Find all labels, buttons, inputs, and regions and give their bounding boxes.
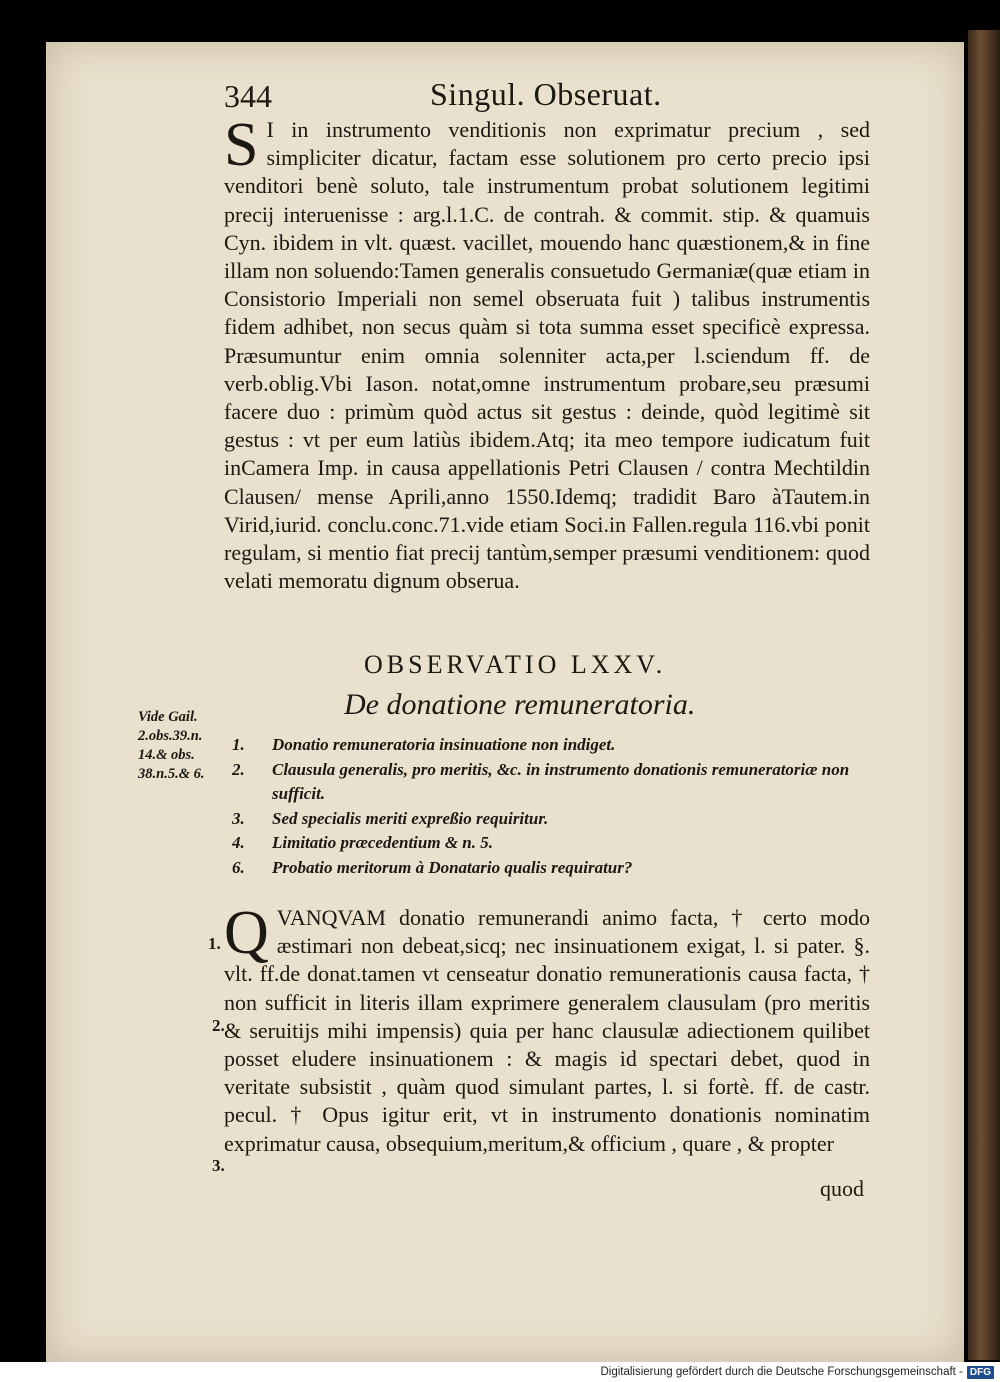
summary-item: 3. Sed specialis meriti expreßio requiritur. bbox=[232, 808, 549, 828]
footer-bar bbox=[0, 1362, 1000, 1382]
catchword: quod bbox=[820, 1176, 864, 1201]
dropcap-s: S bbox=[224, 111, 259, 179]
margin-note: Vide Gail. 2.obs.39.n. 14.& obs. 38.n.5.& 6. bbox=[138, 709, 205, 782]
observatio-title: OBSERVATIO LXXV. bbox=[364, 650, 667, 679]
side-number-1: 1. bbox=[208, 934, 221, 953]
paragraph-1 bbox=[224, 111, 870, 595]
summary-item: 6. Probatio meritorum à Donatario qualis requiratur? bbox=[232, 857, 633, 877]
side-number-3: 3. bbox=[212, 1156, 225, 1175]
footer-text: Digitalisierung gefördert durch die Deutsche Forschungsgemeinschaft - bbox=[600, 1366, 963, 1378]
running-head: Singul. Obseruat. bbox=[430, 76, 662, 112]
summary-item: 2. Clausula generalis, pro meritis, &c. in instrumento donationis remuneratoriæ non sufficit. bbox=[232, 759, 850, 803]
paragraph-2-text: VANQVAM donatio remunerandi animo facta, † certo modo æstimari non debeat,sicq; nec insinuationem exigat, l. si pater. §. vlt. ff.de donat.tamen vt censeatur donatio remunerationis causa facta, † non sufficit in literis illam exprimere generalem clausulam (pro meritis & seruitijs mihi impensis) quia per hanc clausulæ adiectionem quilibet posset eludere insinuationem : & magis id spectari debet, quod in veritate subsistit , quàm quod simulant partes, l. si fortè. ff. de castr. pecul. † Opus igitur erit, vt in instrumento donationis nominatim exprimatur causa, obsequium,meritum,& officium , quare , & propter bbox=[224, 905, 870, 1156]
summary-list bbox=[232, 733, 882, 880]
observatio-subtitle: De donatione remuneratoria. bbox=[344, 688, 696, 721]
page-number: 344 bbox=[224, 78, 272, 114]
book-spine bbox=[968, 30, 1000, 1360]
paragraph-2 bbox=[224, 899, 870, 1158]
dropcap-q: Q bbox=[224, 899, 269, 967]
paragraph-1-text: I in instrumento venditionis non exprimatur precium , sed simpliciter dicatur, factam esse solutionem pro certo precio ipsi venditori benè soluto, tale instrumentum probat solutionem legitimi precij interuenisse : arg.l.1.C. de contrah. & commit. stip. & quamuis Cyn. ibidem in vlt. quæst. vacillet, mouendo hanc quæstionem,& in fine illam non soluendo:Tamen generalis consuetudo Germaniæ(quæ etiam in Consistorio Imperiali non semel obseruata fuit ) talibus instrumentis fidem adhibet, non secus quàm si tota summa esset specificè expressa. Præsumuntur enim omnia solenniter acta,per l.sciendum ff. de verb.oblig.Vbi Iason. notat,omne instrumentum probare,seu præsumi facere duo : primùm quòd actus sit gestus : deinde, quòd legitimè sit gestus : vt per eum latiùs ibidem.Atq; ita meo tempore iudicatum fuit inCamera Imp. in causa appellationis Petri Clausen / contra Mechtildin Clausen/ mense Aprili,anno 1550.Idemq; tradidit Baro àTautem.in Virid,iurid. conclu.conc.71.vide etiam Soci.in Fallen.regula 116.vbi ponit regulam, si mentio fiat precij tantùm,semper præsumi venditionem: quod velati memoratu dignum obserua. bbox=[224, 117, 870, 594]
summary-item: 4. Limitatio præcedentium & n. 5. bbox=[232, 833, 494, 852]
summary-item: 1. Donatio remuneratoria insinuatione non indiget. bbox=[232, 735, 616, 754]
side-number-2: 2. bbox=[212, 1016, 225, 1035]
dfg-logo: DFG bbox=[967, 1366, 994, 1379]
